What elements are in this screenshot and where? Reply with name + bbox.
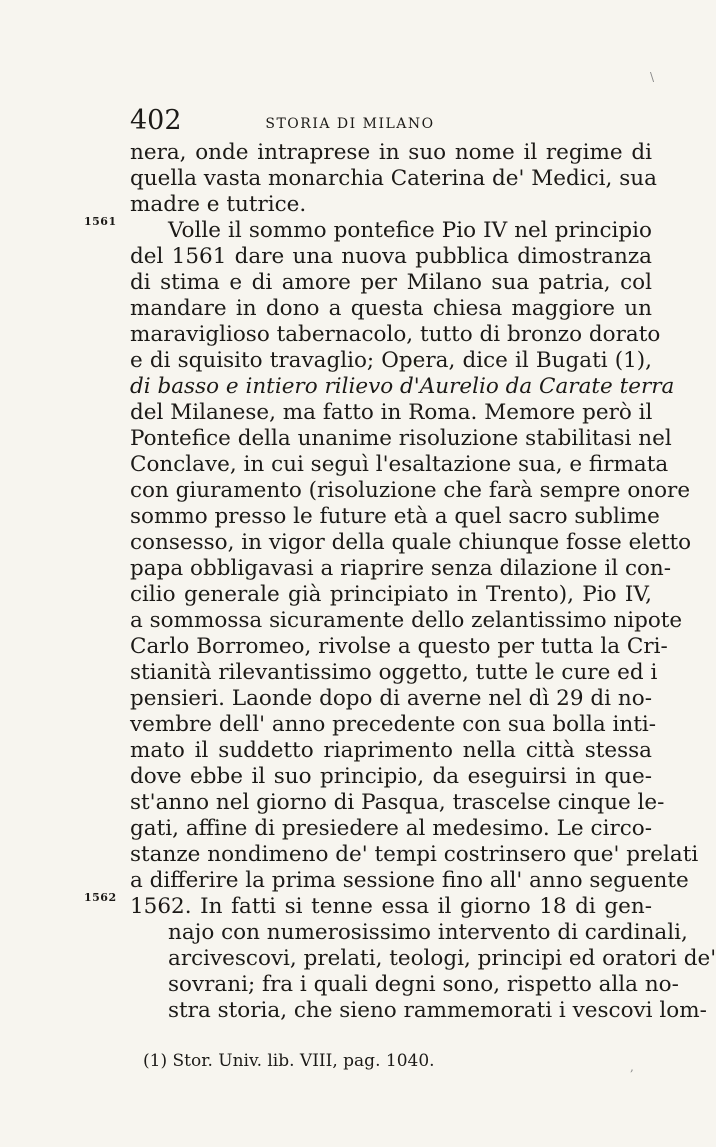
text-line: quella vasta monarchia Caterina de' Medici, sua — [130, 166, 657, 191]
text-line: stra storia, che sieno rammemorati i vescovi lom- — [168, 998, 707, 1023]
margin-year-1561: 1561 — [84, 215, 117, 228]
text-line: di basso e intiero rilievo d'Aurelio da Carate terra — [130, 374, 675, 399]
text-line: dove ebbe il suo principio, da eseguirsi in que- — [130, 764, 652, 789]
text-line: Pontefice della unanime risoluzione stabilitasi nel — [130, 426, 672, 451]
text-line: papa obbligavasi a riaprire senza dilazione il con- — [130, 556, 672, 581]
text-line: sovrani; fra i quali degni sono, rispetto alla no- — [168, 972, 679, 997]
text-line: del Milanese, ma fatto in Roma. Memore però il — [130, 400, 653, 425]
page-number: 402 — [130, 105, 182, 136]
text-line: st'anno nel giorno di Pasqua, trascelse cinque le- — [130, 790, 665, 815]
text-line: nera, onde intraprese in suo nome il regime di — [130, 140, 652, 165]
text-line: del 1561 dare una nuova pubblica dimostranza — [130, 244, 652, 269]
text-line: Carlo Borromeo, rivolse a questo per tutta la Cri- — [130, 634, 668, 659]
text-line: stianità rilevantissimo oggetto, tutte le cure ed i — [130, 660, 658, 685]
text-line: vembre dell' anno precedente con sua bolla inti- — [130, 712, 657, 737]
text-line: stanze nondimeno de' tempi costrinsero que' prelati — [130, 842, 699, 867]
text-line: madre e tutrice. — [130, 192, 307, 217]
text-line: Conclave, in cui seguì l'esaltazione sua, e firmata — [130, 452, 669, 477]
text-line: pensieri. Laonde dopo di averne nel dì 29 di no- — [130, 686, 652, 711]
text-line: Volle il sommo pontefice Pio IV nel principio — [168, 218, 652, 243]
text-line: gati, affine di presiedere al medesimo. Le circo- — [130, 816, 652, 841]
body-text — [130, 140, 716, 1024]
text-line: a differire la prima sessione fino all' anno seguente — [130, 868, 689, 893]
footnote: (1) Stor. Univ. lib. VIII, pag. 1040. — [143, 1051, 435, 1071]
text-line: maraviglioso tabernacolo, tutto di bronzo dorato — [130, 322, 661, 347]
text-line: cilio generale già principiato in Trento), Pio IV, — [130, 582, 652, 607]
text-line: mandare in dono a questa chiesa maggiore un — [130, 296, 652, 321]
text-line: con giuramento (risoluzione che farà sempre onore — [130, 478, 691, 503]
scan-mark: \ — [650, 70, 655, 84]
text-line: di stima e di amore per Milano sua patria, col — [130, 270, 652, 295]
text-line: consesso, in vigor della quale chiunque fosse eletto — [130, 530, 692, 555]
text-line: sommo presso le future età a quel sacro sublime — [130, 504, 660, 529]
running-head: STORIA DI MILANO — [265, 116, 435, 132]
text-line: e di squisito travaglio; Opera, dice il Bugati (1), — [130, 348, 652, 373]
text-line: a sommossa sicuramente dello zelantissimo nipote — [130, 608, 683, 633]
margin-year-1562: 1562 — [84, 891, 117, 904]
text-line: najo con numerosissimo intervento di cardinali, — [168, 920, 688, 945]
scan-mark: , — [630, 1060, 634, 1074]
text-line: mato il suddetto riaprimento nella città stessa — [130, 738, 652, 763]
text-line: arcivescovi, prelati, teologi, principi ed oratori de' — [168, 946, 716, 971]
text-line: 1562. In fatti si tenne essa il giorno 18 di gen- — [130, 894, 652, 919]
